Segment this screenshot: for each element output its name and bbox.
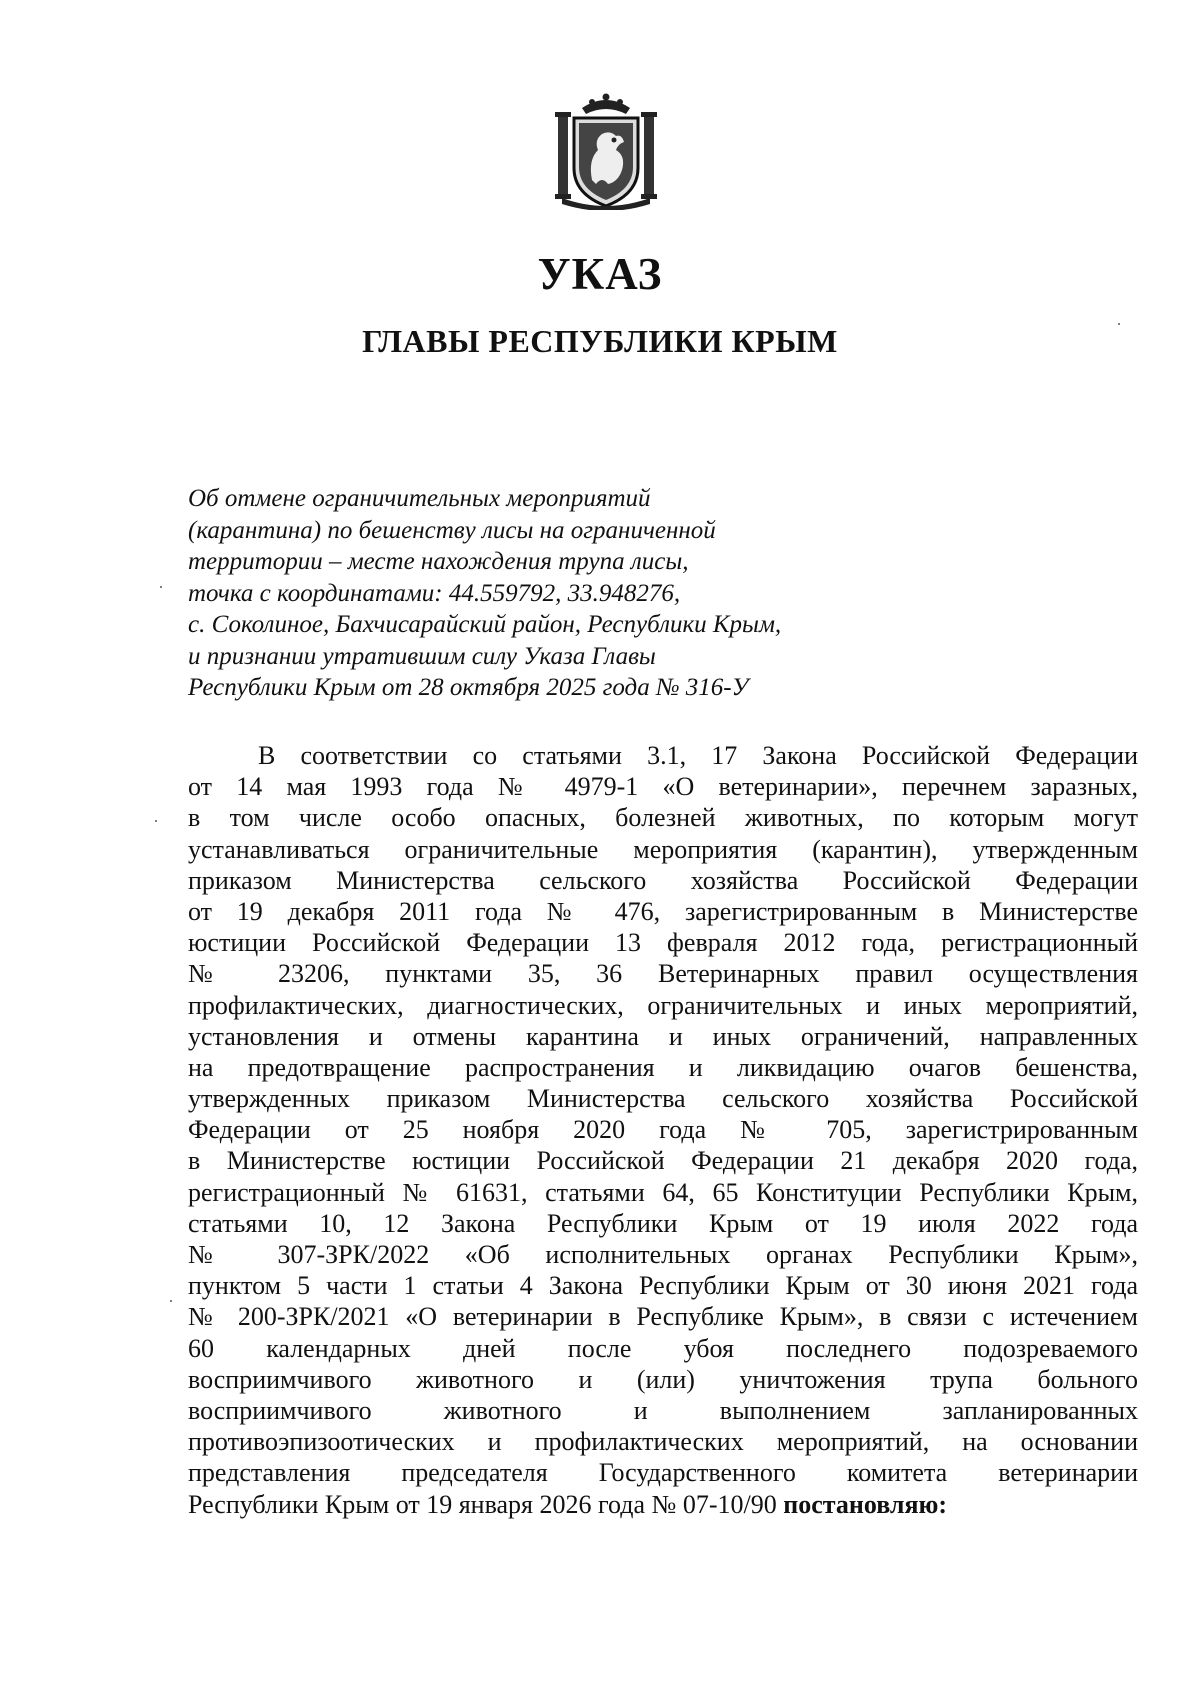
decree-caption	[188, 483, 948, 704]
decree-resolution-word: постановляю:	[783, 1489, 948, 1519]
body-line: в Министерстве юстиции Российской Федерации 21 декабря 2020 года,	[188, 1146, 1138, 1176]
scan-speck	[170, 1300, 172, 1302]
body-last-line	[188, 1489, 1138, 1520]
document-subtitle: ГЛАВЫ РЕСПУБЛИКИ КРЫМ	[362, 323, 838, 359]
body-line: регистрационный № 61631, статьями 64, 65 Конституции Республики Крым,	[188, 1177, 1138, 1207]
caption-line: точка с координатами: 44.559792, 33.948276,	[188, 579, 681, 607]
body-line: устанавливаться ограничительные мероприятия (карантин), утвержденным	[188, 834, 1138, 864]
body-line: Федерации от 25 ноября 2020 года № 705, зарегистрированным	[188, 1115, 1138, 1145]
body-line: от 14 мая 1993 года № 4979-1 «О ветеринарии», перечнем заразных,	[188, 772, 1138, 802]
body-line: от 19 декабря 2011 года № 476, зарегистрированным в Министерстве	[188, 896, 1138, 926]
body-line: представления председателя Государственного комитета ветеринарии	[188, 1458, 1138, 1488]
body-line: восприимчивого животного и выполнением запланированных	[188, 1395, 1138, 1425]
scan-speck	[155, 820, 157, 822]
body-line: № 307-ЗРК/2022 «Об исполнительных органах Республики Крым»,	[188, 1240, 1138, 1269]
caption-line: с. Соколиное, Бахчисарайский район, Республики Крым,	[188, 611, 782, 638]
body-line: противоэпизоотических и профилактических мероприятий, на основании	[188, 1427, 1138, 1457]
scan-speck	[1118, 323, 1120, 325]
body-line: восприимчивого животного и (или) уничтожения трупа больного	[188, 1364, 1138, 1394]
caption-line: (карантина) по бешенству лисы на ограниченной	[188, 516, 716, 544]
body-line: № 23206, пунктами 35, 36 Ветеринарных правил осуществления	[188, 959, 1138, 989]
body-line: юстиции Российской Федерации 13 февраля 2012 года, регистрационный	[188, 928, 1138, 958]
body-line: на предотвращение распространения и ликвидацию очагов бешенства,	[188, 1052, 1138, 1082]
caption-line: и признании утратившим силу Указа Главы	[188, 642, 656, 670]
body-line: статьями 10, 12 Закона Республики Крым от 19 июля 2022 года	[188, 1208, 1138, 1238]
body-line: пунктом 5 части 1 статьи 4 Закона Республики Крым от 30 июня 2021 года	[188, 1271, 1138, 1301]
body-last-text: Республики Крым от 19 января 2026 года № 07-10/90	[188, 1489, 777, 1519]
body-line: приказом Министерства сельского хозяйства Российской Федерации	[188, 865, 1138, 895]
body-line: 60 календарных дней после убоя последнего подозреваемого	[188, 1333, 1138, 1363]
body-line: в том числе особо опасных, болезней животных, по которым могут	[188, 803, 1138, 833]
caption-line: Об отмене ограничительных мероприятий	[188, 485, 651, 512]
crimea-coat-of-arms-icon	[552, 90, 660, 210]
body-line: утвержденных приказом Министерства сельского хозяйства Российской	[188, 1084, 1138, 1114]
document-title: УКАЗ	[537, 249, 663, 299]
body-line: установления и отмены карантина и иных ограничений, направленных	[188, 1021, 1138, 1051]
caption-line: Республики Крым от 28 октября 2025 года № 316-У	[188, 674, 749, 701]
caption-line: территории – месте нахождения трупа лисы,	[188, 548, 689, 575]
body-line: № 200-ЗРК/2021 «О ветеринарии в Республике Крым», в связи с истечением	[188, 1302, 1138, 1332]
decree-body	[188, 740, 1138, 1520]
body-line: В соответствии со статьями 3.1, 17 Закона Российской Федерации	[258, 741, 1138, 770]
scan-speck	[160, 586, 162, 588]
body-line: профилактических, диагностических, ограничительных и иных мероприятий,	[188, 990, 1138, 1020]
